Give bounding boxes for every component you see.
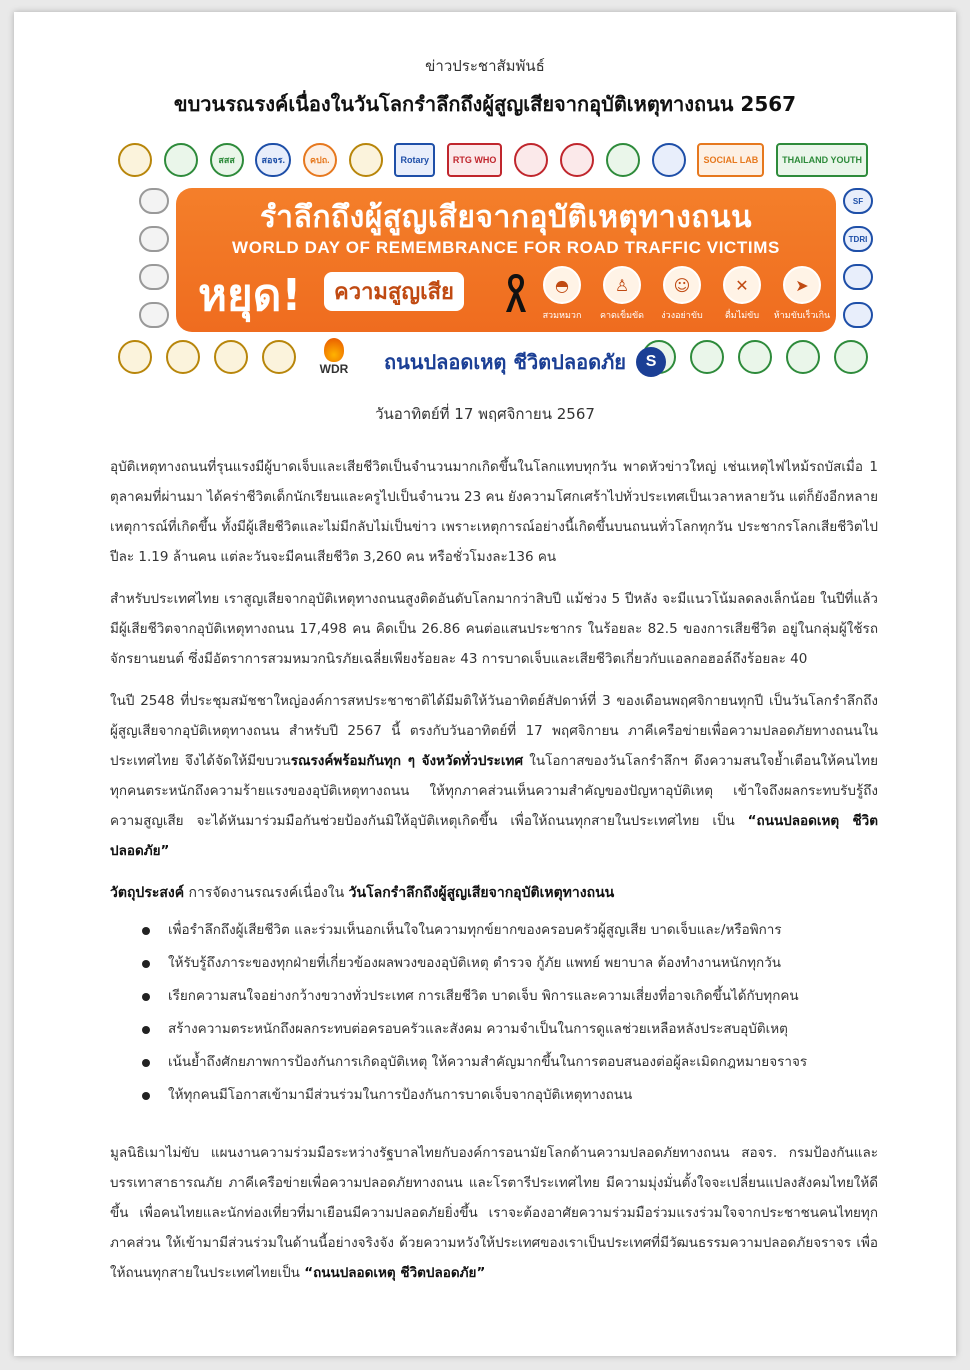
s-logo-icon: S bbox=[636, 347, 666, 377]
banner-title-thai: รำลึกถึงผู้สูญเสียจากอุบัติเหตุทางถนน bbox=[259, 200, 752, 235]
sponsor-logo: SF bbox=[843, 188, 873, 214]
sponsor-logo: สอจร. bbox=[255, 143, 291, 177]
sponsor-logo: สสส bbox=[210, 143, 244, 177]
paragraph-4-text: มูลนิธิเมาไม่ขับ แผนงานความร่วมมือระหว่างรัฐบาลไทยกับองค์การอนามัยโลกด้านความปลอดภัยทางถนน สอจร. กรมป้องกันและบรรเทาสาธารณภัย ภาคีเครือข่ายเพื่อความปลอดภัยทางถนน และโรตารีประเทศไทย มีความมุ่งมั่นตั้งใจจะเปลี่ยนแปลงสังคมไทยให้ดีขึ้น เพื่อคนไทยและนักท่องเที่ยวที่มาเยือนมีความปลอดภัยยิ่งขึ้น เราจะต้องอาศัยความร่วมมือร่วมแรงร่วมใจจากประชาชนคนไทยทุกภาคส่วน ให้เข้ามามีส่วนร่วมในด้านนี้อย่างจริงจัง ด้วยความหวังให้ประเทศของเราเป็นประเทศที่มีวัฒนธรรมความปลอดภัยจราจร เพื่อให้ถนนทุกสายในประเทศไทยเป็น bbox=[110, 1145, 878, 1281]
sponsor-logo bbox=[214, 340, 248, 374]
sponsor-logos-bottom-right bbox=[642, 340, 868, 374]
banner-motto: ถนนปลอดเหตุ ชีวิตปลอดภัย bbox=[384, 350, 627, 374]
sponsor-logo bbox=[118, 340, 152, 374]
sponsor-logo bbox=[166, 340, 200, 374]
paragraph-4-motto: “ถนนปลอดเหตุ ชีวิตปลอดภัย” bbox=[304, 1265, 486, 1281]
press-release-label: ข่าวประชาสัมพันธ์ bbox=[425, 57, 545, 75]
sponsor-logo bbox=[139, 188, 169, 214]
sponsor-logo bbox=[514, 143, 548, 177]
sponsor-logo bbox=[738, 340, 772, 374]
safety-icon-cell bbox=[714, 266, 770, 328]
motto-block bbox=[384, 346, 666, 378]
sponsor-logo bbox=[139, 226, 169, 252]
safety-icon-cell bbox=[594, 266, 650, 328]
black-ribbon-icon bbox=[502, 274, 530, 314]
article-body bbox=[110, 452, 878, 1300]
campaign-banner bbox=[118, 134, 868, 386]
sponsor-logo: RTG WHO bbox=[447, 143, 503, 177]
safety-icon-caption: ดื่มไม่ขับ bbox=[724, 311, 760, 321]
safety-icon-caption: คาดเข็มขัด bbox=[599, 311, 645, 321]
objectives-label: วัตถุประสงค์ bbox=[110, 885, 185, 901]
paragraph-3 bbox=[110, 686, 878, 866]
sponsor-logo bbox=[652, 143, 686, 177]
wdr-logo-text: WDR bbox=[319, 362, 349, 376]
safety-icon-cell bbox=[774, 266, 830, 328]
paragraph-1: อุบัติเหตุทางถนนที่รุนแรงมีผู้บาดเจ็บและเสียชีวิตเป็นจำนวนมากเกิดขึ้นในโลกแทบทุกวัน พาดหัวข่าวใหญ่ เช่นเหตุไฟไหม้รถบัสเมื่อ 1 ตุลาคมที่ผ่านมา ได้คร่าชีวิตเด็กนักเรียนและครูไปเป็นจำนวน 23 คน ยังความโศกเศร้าไปทั่วประเทศเป็นเวลาหลายวัน แต่ก็ยังอีกหลายเหตุการณ์ที่เกิดขึ้น ทั้งมีผู้เสียชีวิตและไม่มีกลับไม่เป็นข่าว เพราะเหตุการณ์อย่างนี้เกิดขึ้นบนถนนทั่วโลกทุกวัน ประชากรโลกเสียชีวิตไปปีละ 1.19 ล้านคน แต่ละวันจะมีคนเสียชีวิต 3,260 คน หรือชั่วโมงละ136 คน bbox=[110, 459, 878, 565]
page-title: ขบวนรณรงค์เนื่องในวันโลกรำลึกถึงผู้สูญเสียจากอุบัติเหตุทางถนน 2567 bbox=[173, 92, 797, 116]
no-drink-icon: ✕ bbox=[723, 266, 761, 304]
sponsor-logo bbox=[349, 143, 383, 177]
objective-item: สร้างความตระหนักถึงผลกระทบต่อครอบครัวและสังคม ความจำเป็นในการดูแลช่วยเหลือหลังประสบอุบัติเหตุ bbox=[140, 1013, 878, 1046]
sponsor-logo bbox=[139, 302, 169, 328]
paragraph-3-part-a: ในปี 2548 ที่ประชุมสมัชชาใหญ่องค์การสหประชาชาติได้มีมติให้วันอาทิตย์สัปดาห์ที่ 3 ของเดือนพฤศจิกายนทุกปี เป็นวันโลกรำลึกถึงผู้สูญเสียจากอุบัติเหตุทางถนน สำหรับปี 2567 นี้ ตรงกับวันอาทิตย์ที่ 17 พฤศจิกายน ภาคีเครือข่ายเพื่อความปลอดภัยทางถนนในประเทศไทย จึงได้จัดให้มีขบวน bbox=[110, 693, 878, 769]
sponsor-logo bbox=[843, 302, 873, 328]
sponsor-logo-column-right bbox=[840, 188, 876, 328]
objective-item: ให้รับรู้ถึงภาระของทุกฝ่ายที่เกี่ยวข้องผลพวงของอุบัติเหตุ ตำรวจ กู้ภัย แพทย์ พยาบาล ต้องทำงานหนักทุกวัน bbox=[140, 947, 878, 980]
sponsor-logo: คปถ. bbox=[303, 143, 337, 177]
objective-item: เน้นย้ำถึงศักยภาพการป้องกันการเกิดอุบัติเหตุ ให้ความสำคัญมากขึ้นในการตอบสนองต่อผู้ละเมิดกฎหมายจราจร bbox=[140, 1046, 878, 1079]
wdr-flame-icon bbox=[324, 338, 344, 362]
paragraph-3-emphasis: รณรงค์พร้อมกันทุก ๆ จังหวัดทั่วประเทศ bbox=[290, 753, 524, 769]
safety-icon-caption: ห้ามขับเร็วเกิน bbox=[773, 311, 831, 321]
objective-item: ให้ทุกคนมีโอกาสเข้ามามีส่วนร่วมในการป้องกันการบาดเจ็บจากอุบัติเหตุทางถนน bbox=[140, 1079, 878, 1112]
paragraph-3-motto: “ถนนปลอดเหตุ ชีวิตปลอดภัย” bbox=[110, 813, 878, 859]
sponsor-logo bbox=[834, 340, 868, 374]
sponsor-logo-row-top bbox=[118, 140, 868, 180]
sponsor-logo-column-left bbox=[136, 188, 172, 328]
sponsor-logo bbox=[786, 340, 820, 374]
sponsor-logo bbox=[560, 143, 594, 177]
sponsor-logos-bottom-left bbox=[118, 340, 296, 374]
sponsor-logo: Rotary bbox=[394, 143, 435, 177]
objective-item: เพื่อรำลึกถึงผู้เสียชีวิต และร่วมเห็นอกเห็นใจในความทุกข์ยากของครอบครัวผู้สูญเสีย บาดเจ็บและ/หรือพิการ bbox=[140, 914, 878, 947]
sponsor-logo bbox=[139, 264, 169, 290]
seatbelt-icon: ♙ bbox=[603, 266, 641, 304]
sponsor-logo bbox=[843, 264, 873, 290]
objective-item: เรียกความสนใจอย่างกว้างขวางทั่วประเทศ การเสียชีวิต บาดเจ็บ พิการและความเสี่ยงที่อาจเกิดขึ้นได้กับทุกคน bbox=[140, 980, 878, 1013]
safety-icon-cell bbox=[534, 266, 590, 328]
banner-stop-text: หยุด! bbox=[198, 270, 302, 321]
safety-icon-cell bbox=[654, 266, 710, 328]
paragraph-2: สำหรับประเทศไทย เราสูญเสียจากอุบัติเหตุทางถนนสูงติดอันดับโลกมากว่าสิบปี แม้ช่วง 5 ปีหลัง จะมีแนวโน้มลดลงเล็กน้อย ในปีที่แล้วมีผู้เสียชีวิตจากอุบัติเหตุทางถนน 17,498 คน คิดเป็น 26.86 คนต่อแสนประชากร ในร้อยละ 82.5 ของการเสียชีวิต อยู่ในกลุ่มผู้ใช้รถจักรยานยนต์ ซึ่งมีอัตราการสวมหมวกนิรภัยเฉลี่ยเพียงร้อยละ 43 การบาดเจ็บและเสียชีวิตเกี่ยวกับแอลกอฮอล์ถึงร้อยละ 40 bbox=[110, 591, 878, 667]
paragraph-4 bbox=[110, 1138, 878, 1288]
sponsor-logo: TDRI bbox=[843, 226, 873, 252]
sponsor-logo bbox=[262, 340, 296, 374]
wdr-logo bbox=[314, 338, 354, 378]
drowsy-driver-icon: ☺ bbox=[663, 266, 701, 304]
objectives-list bbox=[110, 914, 878, 1112]
sponsor-logo bbox=[164, 143, 198, 177]
event-date: วันอาทิตย์ที่ 17 พฤศจิกายน 2567 bbox=[375, 405, 595, 423]
banner-title-english: WORLD DAY OF REMEMBRANCE FOR ROAD TRAFFIC VICTIMS bbox=[232, 238, 780, 257]
helmet-icon: ◓ bbox=[543, 266, 581, 304]
objectives-event: วันโลกรำลึกถึงผู้สูญเสียจากอุบัติเหตุทางถนน bbox=[348, 885, 615, 901]
paragraph-3-part-c: ในโอกาสของวันโลกรำลึกฯ ดึงความสนใจย้ำเตือนให้คนไทยทุกคนตระหนักถึงความร้ายแรงของอุบัติเหตุทางถนน ให้ทุกภาคส่วนเห็นความสำคัญของปัญหาอุบัติเหตุ เข้าใจถึงผลกระทบรับรู้ถึงความสูญเสีย จะได้หันมาร่วมมือกันช่วยป้องกันมิให้อุบัติเหตุเกิดขึ้น เพื่อให้ถนนทุกสายในประเทศไทย เป็น bbox=[110, 753, 878, 829]
sponsor-logo bbox=[606, 143, 640, 177]
no-speeding-icon: ➤ bbox=[783, 266, 821, 304]
sponsor-logo bbox=[690, 340, 724, 374]
sponsor-logo: THAILAND YOUTH bbox=[776, 143, 868, 177]
document-page bbox=[14, 12, 956, 1356]
safety-icon-caption: ง่วงอย่าขับ bbox=[661, 311, 703, 321]
safety-icon-caption: สวมหมวก bbox=[542, 311, 582, 321]
sponsor-logo: SOCIAL LAB bbox=[697, 143, 764, 177]
objectives-intro: การจัดงานรณรงค์เนื่องใน bbox=[184, 885, 349, 901]
safety-icon-row bbox=[534, 266, 830, 328]
sponsor-logo bbox=[118, 143, 152, 177]
banner-loss-text: ความสูญเสีย bbox=[324, 272, 464, 311]
objectives-heading bbox=[110, 878, 878, 908]
orange-campaign-panel bbox=[176, 188, 836, 332]
